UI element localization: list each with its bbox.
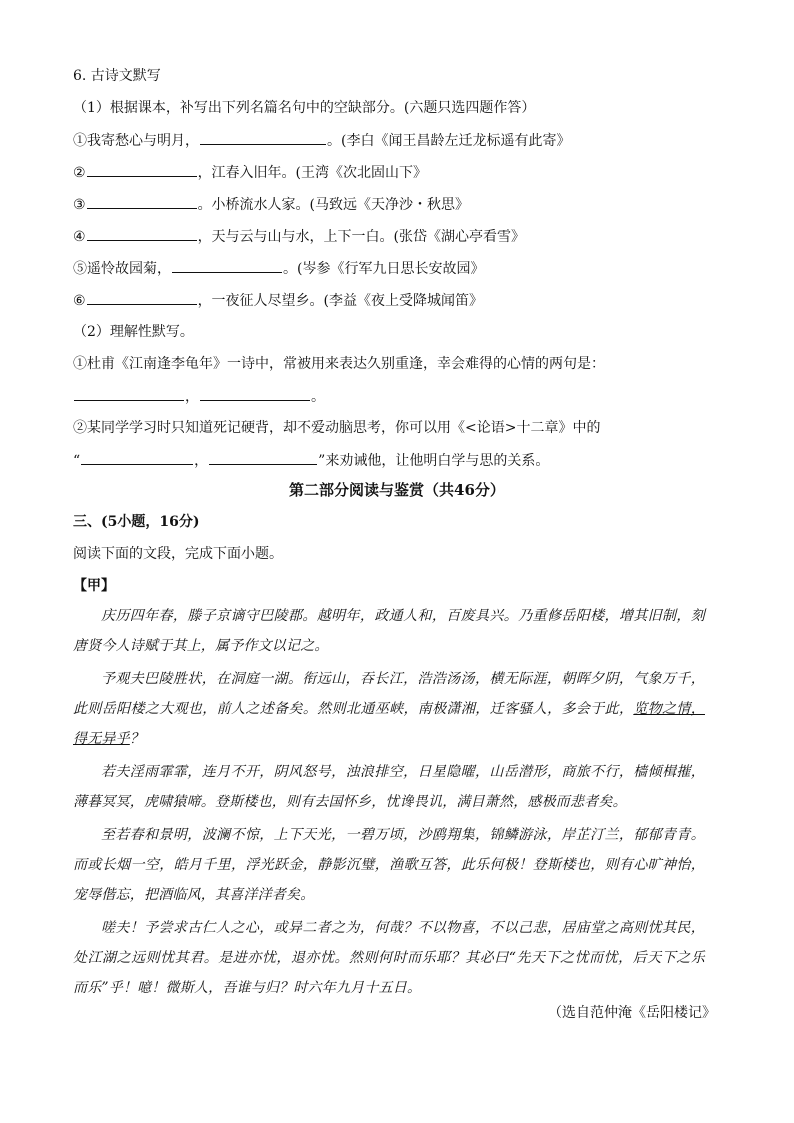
answer-blank[interactable] <box>209 450 317 465</box>
fill-item-6 <box>73 290 483 311</box>
comprehension-item-2: ②某同学学习时只知道死记硬背，却不爱动脑思考，你可以用《<论语>十二章》中的 <box>73 420 601 436</box>
answer-blank[interactable] <box>81 450 193 465</box>
question-title: 6. 古诗文默写 <box>73 68 161 84</box>
fill-item-3 <box>73 194 469 215</box>
fill-item-5-after: 。(岑参《行军九日思长安故园》 <box>283 261 485 277</box>
comma: ， <box>185 389 199 405</box>
answer-blank[interactable] <box>87 290 197 305</box>
open-quote: “ <box>73 453 81 469</box>
passage-source: （选自范仲淹《岳阳楼记》 <box>548 1005 716 1021</box>
fill-item-4-after: ，天与云与山与水，上下一白。(张岱《湖心亭看雪》 <box>197 229 526 245</box>
fill-item-2-before: ② <box>73 165 86 181</box>
answer-blank[interactable] <box>87 194 197 209</box>
fill-item-6-after: ，一夜征人尽望乡。(李益《夜上受降城闻笛》 <box>197 293 484 309</box>
paragraph-text: 若夫淫雨霏霏，连月不开，阴风怒号，浊浪排空，日星隐曜，山岳潜形，商旅不行，樯倾楫摧，薄暮冥冥，虎啸猿啼。登斯楼也，则有去国怀乡，忧谗畏讥，满目萧然，感极而悲者矣。 <box>73 764 705 810</box>
answer-blank[interactable] <box>87 226 197 241</box>
passage-paragraph <box>73 820 705 910</box>
paragraph-text: 至若春和景明，波澜不惊，上下天光，一碧万顷，沙鸥翔集，锦鳞游泳，岸芷汀兰，郁郁青青。而或长烟一空，皓月千里，浮光跃金，静影沉璧，渔歌互答，此乐何极！登斯楼也，则有心旷神怡，宠辱偕忘，把酒临风，其喜洋洋者矣。 <box>73 827 705 903</box>
passage-paragraph <box>73 664 705 754</box>
fill-item-5-before: ⑤遥怜故园菊， <box>73 261 171 277</box>
passage-paragraph <box>73 913 705 1003</box>
fill-item-6-before: ⑥ <box>73 293 86 309</box>
sub-heading: 三、(5小题，16分) <box>73 514 200 530</box>
fill-item-4-before: ④ <box>73 229 86 245</box>
fill-item-1-before: ①我寄愁心与明月， <box>73 133 199 149</box>
paragraph-text: 嗟夫！予尝求古仁人之心，或异二者之为，何哉？不以物喜，不以己悲，居庙堂之高则忧其民，处江湖之远则忧其君。是进亦忧，退亦忧。然则何时而乐耶？其必曰“先天下之忧而忧，后天下之乐而乐”乎！噫！微斯人，吾谁与归？时六年九月十五日。 <box>73 920 705 996</box>
comprehension-item-1: ①杜甫《江南逢李龟年》一诗中，常被用来表达久别重逢，幸会难得的心情的两句是： <box>73 356 605 372</box>
period: 。 <box>311 389 325 405</box>
paragraph-text: 庆历四年春，滕子京谪守巴陵郡。越明年，政通人和，百废具兴。乃重修岳阳楼，增其旧制，刻唐贤今人诗赋于其上，属予作文以记之。 <box>73 608 705 654</box>
part1-instruction: （1）根据课本，补写出下列名篇名句中的空缺部分。(六题只选四题作答） <box>73 100 536 116</box>
fill-item-2 <box>73 162 427 183</box>
fill-item-4 <box>73 226 525 247</box>
passage-body <box>73 601 705 1006</box>
fill-item-3-after: 。小桥流水人家。(马致远《天净沙・秋思》 <box>197 197 470 213</box>
fill-item-1-after: 。(李白《闻王昌龄左迁龙标遥有此寄》 <box>327 133 571 149</box>
passage-paragraph <box>73 757 705 817</box>
answer-blank[interactable] <box>74 386 184 401</box>
question-mark: ？ <box>129 731 145 747</box>
passage-label: 【甲】 <box>73 578 115 594</box>
passage-paragraph <box>73 601 705 661</box>
reading-instruction: 阅读下面的文段，完成下面小题。 <box>73 546 283 562</box>
comprehension-item-2-answer <box>73 450 549 471</box>
fill-item-5 <box>73 258 484 279</box>
answer-blank[interactable] <box>200 130 326 145</box>
underlined-sentence: 览物之情，得无异乎 <box>73 701 705 747</box>
fill-item-1 <box>73 130 570 151</box>
closing-text: ”来劝诫他，让他明白学与思的关系。 <box>318 453 550 469</box>
comprehension-item-1-answer <box>73 386 325 407</box>
answer-blank[interactable] <box>87 162 197 177</box>
fill-item-3-before: ③ <box>73 197 86 213</box>
answer-blank[interactable] <box>200 386 310 401</box>
section-heading: 第二部分阅读与鉴赏（共46分） <box>289 481 505 499</box>
comma: ， <box>194 453 209 469</box>
fill-item-2-after: ，江春入旧年。(王湾《次北固山下》 <box>197 165 428 181</box>
answer-blank[interactable] <box>172 258 282 273</box>
part2-instruction: （2）理解性默写。 <box>73 324 194 340</box>
paragraph-text: 予观夫巴陵胜状，在洞庭一湖。衔远山，吞长江，浩浩汤汤，横无际涯，朝晖夕阴，气象万千，此则岳阳楼之大观也，前人之述备矣。然则北通巫峡，南极潇湘，迁客骚人，多会于此， <box>73 671 705 717</box>
